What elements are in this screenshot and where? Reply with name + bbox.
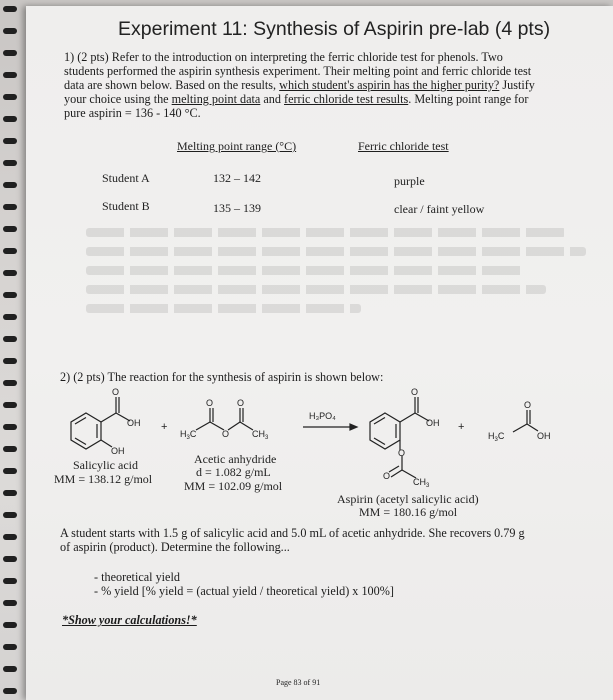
spiral-ring [3,116,17,122]
question-1-line-3: data are shown below. Based on the results, which student's aspirin has the higher purity? Justify [64,78,535,92]
acetic-anhydride-structure [196,408,253,430]
salicylic-acid-molar-mass: MM = 138.12 g/mol [54,472,153,486]
spiral-ring [3,28,17,34]
svg-text:CH3: $CH_3$ [413,477,430,489]
spiral-ring [3,512,17,518]
svg-text:OH: OH [426,418,440,428]
spiral-ring [3,160,17,166]
table-row-student-a-name: Student A [102,171,150,185]
spiral-ring [3,292,17,298]
spiral-ring [3,358,17,364]
svg-text:OH: OH [537,431,551,441]
spiral-ring [3,490,17,496]
task-percent-yield: - % yield [% yield = (actual yield / theoretical yield) x 100%] [94,584,394,598]
spiral-ring [3,578,17,584]
svg-text:O: O [524,400,532,410]
svg-text:O: O [398,448,406,458]
table-row-student-b-mp: 135 – 139 [213,201,261,215]
spiral-ring [3,644,17,650]
svg-text:+: + [161,421,168,433]
table-row-student-a-mp: 132 – 142 [213,171,261,185]
table-row-student-b-fecl: clear / faint yellow [394,202,485,216]
aspirin-molar-mass: MM = 180.16 g/mol [359,505,458,519]
acetic-anhydride-label: Acetic anhydride [194,452,277,466]
svg-text:O: O [237,398,245,408]
spiral-ring [3,534,17,540]
salicylic-acid-structure [71,397,130,449]
aspirin-reaction-scheme [26,386,613,506]
question-1-line-2: students performed the aspirin synthesis experiment. Their melting point and ferric chloride test [64,64,532,78]
spiral-ring [3,468,17,474]
spiral-ring [3,424,17,430]
spiral-ring [3,204,17,210]
spiral-ring [3,50,17,56]
aspirin-label: Aspirin (acetyl salicylic acid) [337,492,479,506]
show-calculations-note: *Show your calculations!* [62,613,197,627]
question-1-line-4: your choice using the melting point data and ferric chloride test results. Melting point range for [64,92,529,106]
spiral-ring [3,6,17,12]
svg-text:O: O [222,429,230,439]
svg-text:CH3: $CH_3$ [252,429,269,441]
spiral-ring [3,666,17,672]
task-theoretical-yield: - theoretical yield [94,570,180,584]
spiral-ring [3,688,17,694]
salicylic-acid-label: Salicylic acid [73,458,138,472]
spiral-ring [3,446,17,452]
problem-statement-line-2: of aspirin (product). Determine the following... [60,540,290,554]
bleed-through-text [86,218,586,338]
purity-question: which student's aspirin has the higher purity? [279,78,500,92]
spiral-ring [3,270,17,276]
svg-text:OH: OH [127,418,141,428]
spiral-ring [3,600,17,606]
spiral-ring [3,336,17,342]
svg-text:H3C: $H_3C$ [488,431,505,443]
spiral-ring [3,94,17,100]
spiral-ring [3,248,17,254]
question-1-line-1: 1) (2 pts) Refer to the introduction on interpreting the ferric chloride test for phenols. Two [64,50,503,64]
spiral-ring [3,622,17,628]
notebook-page [26,6,613,700]
question-2-intro: 2) (2 pts) The reaction for the synthesis of aspirin is shown below: [60,370,384,384]
svg-text:O: O [383,471,391,481]
table-header-melting-point: Melting point range (°C) [177,139,297,153]
table-row-student-a-fecl: purple [394,174,425,188]
spiral-ring [3,314,17,320]
spiral-ring [3,556,17,562]
question-1-line-5: pure aspirin = 136 - 140 °C. [64,106,201,120]
svg-text:OH: OH [111,446,125,456]
page-number: Page 83 of 91 [276,678,321,687]
svg-text:O: O [411,387,419,397]
page-title: Experiment 11: Synthesis of Aspirin pre-lab (4 pts) [118,18,551,40]
spiral-ring [3,138,17,144]
spiral-ring [3,182,17,188]
acetic-anhydride-molar-mass: MM = 102.09 g/mol [184,479,283,493]
problem-statement-line-1: A student starts with 1.5 g of salicylic acid and 5.0 mL of acetic anhydride. She recovers 0.79 g [60,526,525,540]
acetic-acid-structure [513,410,538,432]
spiral-ring [3,72,17,78]
notebook-spiral-binding [0,0,24,700]
acetic-anhydride-density: d = 1.082 g/mL [196,465,271,479]
svg-text:+: + [458,421,465,433]
aspirin-structure [370,397,429,478]
catalyst-label: H₃PO₄ [309,411,336,421]
spiral-ring [3,226,17,232]
svg-text:H3C: $H_3C$ [180,429,197,441]
spiral-ring [3,402,17,408]
table-header-ferric-chloride: Ferric chloride test [358,139,449,153]
svg-text:O: O [206,398,214,408]
spiral-ring [3,380,17,386]
svg-text:O: O [112,387,120,397]
table-row-student-b-name: Student B [102,199,150,213]
